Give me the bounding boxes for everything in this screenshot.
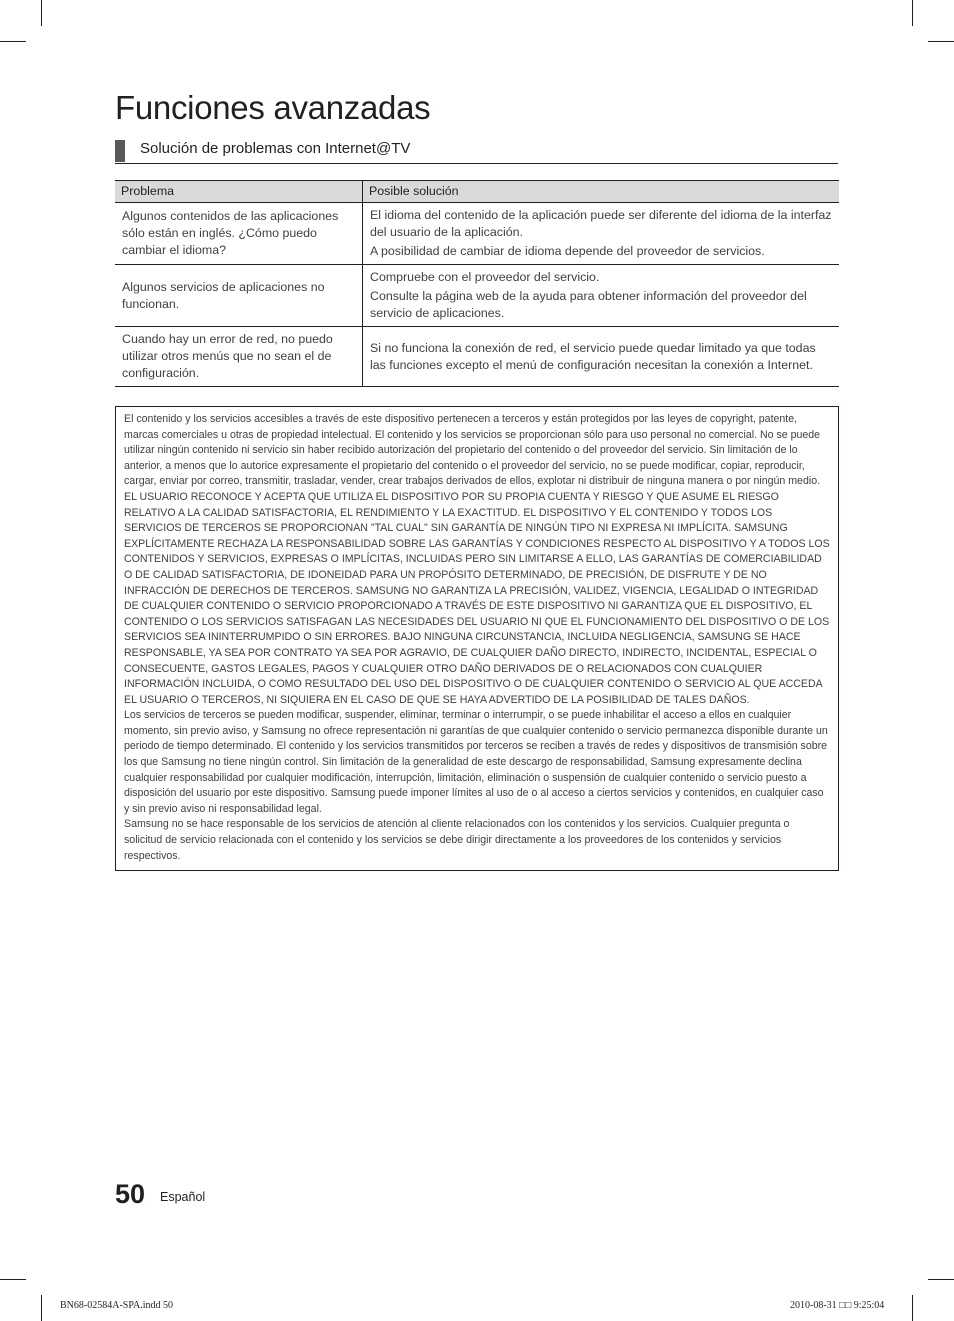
section-header [115, 138, 838, 164]
section-bar [115, 140, 125, 162]
crop-mark [912, 1295, 913, 1321]
crop-mark [41, 0, 42, 26]
crop-mark [0, 41, 26, 42]
solution-cell [363, 265, 840, 327]
disclaimer-box [115, 406, 839, 871]
disclaimer-paragraph: Samsung no se hace responsable de los servicios de atención al cliente relacionados con los contenidos y los servicios. Cualquier pregunta o solicitud de servicio relacionada con el contenido y los servicios se debe dirigir directamente a los proveedores de los contenidos y servicios respectivos. [124, 818, 790, 862]
table-header-row [115, 181, 839, 203]
crop-mark [912, 0, 913, 26]
solution-text: Si no funciona la conexión de red, el servicio puede quedar limitado ya que todas las funciones excepto el menú de configuración necesitan la conexión a Internet. [370, 340, 816, 372]
table-row [115, 327, 839, 387]
crop-mark [0, 1279, 26, 1280]
crop-mark [928, 41, 954, 42]
page-number: 50 [115, 1179, 146, 1209]
problem-cell: Cuando hay un error de red, no puedo utilizar otros menús que no sean el de configuración. [115, 327, 363, 387]
section-title: Solución de problemas con Internet@TV [140, 140, 411, 157]
crop-mark [41, 1295, 42, 1321]
print-slug-file: BN68-02584A-SPA.indd 50 [60, 1300, 173, 1311]
solution-cell [363, 327, 840, 387]
solution-text: A posibilidad de cambiar de idioma depende del proveedor de servicios. [370, 244, 765, 258]
solution-text: Compruebe con el proveedor del servicio. [370, 270, 600, 284]
table-row [115, 203, 839, 265]
problem-cell: Algunos servicios de aplicaciones no funcionan. [115, 265, 363, 327]
solution-text: El idioma del contenido de la aplicación puede ser diferente del idioma de la interfaz del usuario de la aplicación. [370, 208, 832, 239]
print-slug-timestamp: 2010-08-31 □□ 9:25:04 [790, 1300, 885, 1311]
solution-text: Consulte la página web de la ayuda para obtener información del proveedor del servicio de aplicaciones. [370, 289, 807, 320]
language-label: Español [160, 1190, 206, 1204]
disclaimer-paragraph: El contenido y los servicios accesibles a través de este dispositivo pertenecen a terceros y están protegidos por las leyes de copyright, patente, marcas comerciales u otras de propiedad intelectual. El contenido y los servicios se proporcionan sólo para uso personal no comercial. No se puede utilizar ningún contenido ni servicio sin haber recibido autorización del propietario del contenido o del proveedor del servicio. Sin limitación de lo anterior, a menos que lo autorice expresamente el propietario del contenido o el proveedor del servicio, no se puede modificar, copiar, reproducir, cargar, enviar por correo, transmitir, trasladar, vender, crear trabajos derivados de ellos, explotar ni distribuir de ninguna manera o por ningún medio. [124, 413, 821, 488]
troubleshooting-table [115, 180, 839, 387]
crop-mark [928, 1279, 954, 1280]
problem-cell: Algunos contenidos de las aplicaciones sólo están en inglés. ¿Cómo puedo cambiar el idioma? [115, 203, 363, 265]
solution-cell [363, 203, 840, 265]
table-row [115, 265, 839, 327]
disclaimer-paragraph: Los servicios de terceros se pueden modificar, suspender, eliminar, terminar o interrumpir, o se puede inhabilitar el acceso a ellos en cualquier momento, sin previo aviso, y Samsung no ofrece representación ni garantías de que cualquier contenido o servicio permanezca disponible durante un periodo de tiempo determinado. El contenido y los servicios transmitidos por terceros se reciben a través de redes y dispositivos de transmisión sobre los que Samsung no tiene ningún control. Sin limitación de la generalidad de este descargo de responsabilidad, Samsung expresamente declina cualquier responsabilidad por cualquier modificación, interrupción, limitación, eliminación o suspensión de cualquier contenido o servicio puesto a disposición del usuario por este dispositivo. Samsung puede imponer límites al uso de o al acceso a ciertos servicios y contenidos, en cualquier caso y sin previo aviso ni responsabilidad legal. [124, 709, 828, 815]
disclaimer-paragraph: EL USUARIO RECONOCE Y ACEPTA QUE UTILIZA EL DISPOSITIVO POR SU PROPIA CUENTA Y RIESGO Y QUE ASUME EL RIESGO RELATIVO A LA CALIDAD SATISFACTORIA, EL RENDIMIENTO Y LA EXACTITUD. EL DISPOSITIVO Y EL CONTENIDO Y TODOS LOS SERVICIOS DE TERCEROS SE PROPORCIONAN "TAL CUAL" SIN GARANTÍA DE NINGÚN TIPO NI EXPRESA NI IMPLÍCITA. SAMSUNG EXPLÍCITAMENTE RECHAZA LA RESPONSABILIDAD SOBRE LAS GARANTÍAS Y CONDICIONES RESPECTO AL DISPOSITIVO Y A TODOS LOS CONTENIDOS Y SERVICIOS, EXPRESAS O IMPLÍCITAS, INCLUIDAS PERO SIN LIMITARSE A ELLO, LAS GARANTÍAS DE COMERCIABILIDAD O DE CALIDAD SATISFACTORIA, DE IDONEIDAD PARA UN PROPÓSITO DETERMINADO, DE PRECISIÓN, DE DISFRUTE Y DE NO INFRACCIÓN DE DERECHOS DE TERCEROS. SAMSUNG NO GARANTIZA LA PRECISIÓN, VALIDEZ, VIGENCIA, LEGALIDAD O INTEGRIDAD DE CUALQUIER CONTENIDO O SERVICIO PROPORCIONADO A TRAVÉS DE ESTE DISPOSITIVO NI GARANTIZA QUE EL DISPOSITIVO, EL CONTENIDO O LOS SERVICIOS SATISFAGAN LAS NECESIDADES DEL USUARIO NI QUE EL FUNCIONAMIENTO DEL DISPOSITIVO O DE LOS SERVICIOS SEA ININTERRUMPIDO O SIN ERRORES. BAJO NINGUNA CIRCUNSTANCIA, INCLUIDA NEGLIGENCIA, SAMSUNG SE HACE RESPONSABLE, YA SEA POR CONTRATO YA SEA POR AGRAVIO, DE CUALQUIER DAÑO DIRECTO, INDIRECTO, INCIDENTAL, ESPECIAL O CONSECUENTE, GASTOS LEGALES, PAGOS Y CUALQUIER OTRO DAÑO DERIVADOS DE O RELACIONADOS CON CUALQUIER INFORMACIÓN INCLUIDA, O COMO RESULTADO DEL USO DEL DISPOSITIVO O DE CUALQUIER CONTENIDO O SERVICIO AL QUE ACCEDA EL USUARIO O TERCEROS, NI SIQUIERA EN EL CASO DE QUE SE HAYA ADVERTIDO DE LA POSIBILIDAD DE TALES DAÑOS. [124, 490, 830, 706]
column-header-problem: Problema [115, 181, 363, 203]
page-title: Funciones avanzadas [115, 89, 431, 126]
column-header-solution: Posible solución [363, 181, 840, 203]
